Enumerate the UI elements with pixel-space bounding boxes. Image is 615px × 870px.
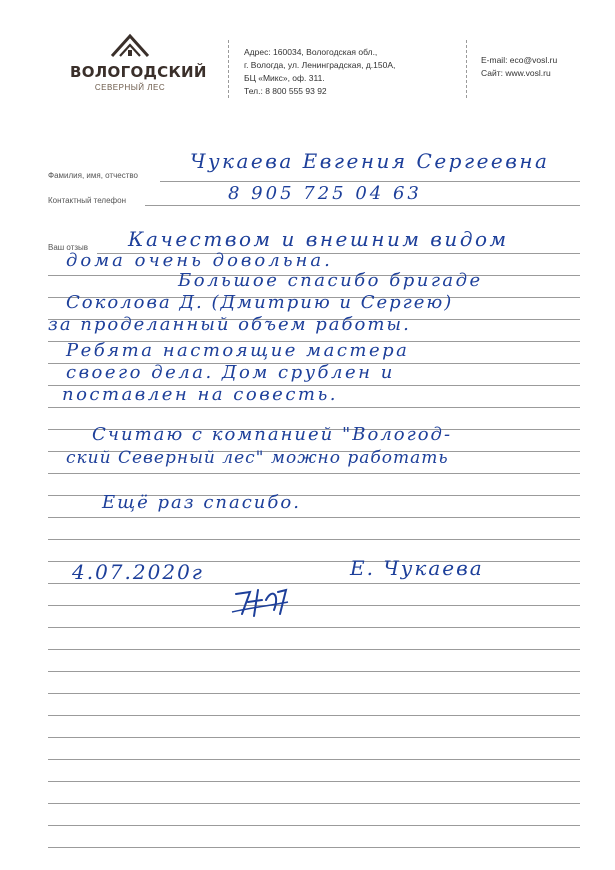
handwritten-review-line: Качеством и внешним видом: [128, 227, 509, 251]
phone-line: [145, 205, 580, 206]
company-logo: [70, 30, 207, 100]
handwritten-review-line: поставлен на совесть.: [62, 384, 339, 405]
brand-subtitle: СЕВЕРНЫЙ ЛЕС: [94, 83, 166, 92]
handwritten-review-line: Ещё раз спасибо.: [102, 492, 301, 513]
review-line: [48, 847, 580, 848]
company-email: E-mail: eco@vosl.ru: [481, 55, 558, 65]
company-address: [244, 46, 454, 98]
company-contacts: [481, 54, 611, 80]
address-line: Адрес: 160034, Вологодская обл.,: [244, 47, 378, 57]
review-line: [48, 715, 580, 716]
name-line: [160, 181, 580, 182]
house-logo-icon: [108, 30, 152, 60]
review-line: [48, 407, 580, 408]
review-line: [48, 759, 580, 760]
review-line: [48, 517, 580, 518]
address-line: БЦ «Микс», оф. 311.: [244, 73, 325, 83]
header-divider: [228, 40, 229, 98]
review-line: [48, 693, 580, 694]
phone-label: Контактный телефон: [48, 196, 126, 205]
review-line: [48, 473, 580, 474]
handwritten-signature-name: Е. Чукаева: [350, 556, 484, 580]
handwritten-review-line: своего дела. Дом срублен и: [66, 362, 395, 383]
handwritten-review-line: ский Северный лес" можно работать: [66, 448, 449, 468]
address-line: Тел.: 8 800 555 93 92: [244, 86, 327, 96]
address-line: г. Вологда, ул. Ленинградская, д.150А,: [244, 60, 396, 70]
review-line: [48, 539, 580, 540]
review-line: [48, 737, 580, 738]
review-line: [48, 627, 580, 628]
handwritten-review-line: за проделанный объем работы.: [48, 314, 411, 335]
review-line: [48, 825, 580, 826]
company-site: Сайт: www.vosl.ru: [481, 68, 551, 78]
review-line: [48, 803, 580, 804]
handwritten-name: Чукаева Евгения Сергеевна: [190, 149, 550, 173]
handwritten-review-line: Большое спасибо бригаде: [178, 270, 483, 291]
header-divider: [466, 40, 467, 98]
handwritten-phone: 8 905 725 04 63: [228, 183, 422, 204]
review-label: Ваш отзыв: [48, 243, 89, 252]
signature-scribble: [228, 580, 298, 620]
brand-name: ВОЛОГОДСКИЙ: [70, 63, 207, 81]
review-line: [48, 671, 580, 672]
handwritten-review-line: Считаю с компанией "Вологод-: [92, 424, 453, 445]
review-line: [48, 605, 580, 606]
handwritten-review-line: Соколова Д. (Дмитрию и Сергею): [66, 292, 454, 313]
review-line: [48, 649, 580, 650]
handwritten-date: 4.07.2020г: [72, 560, 204, 584]
handwritten-review-line: Ребята настоящие мастера: [66, 340, 410, 361]
review-line: [48, 781, 580, 782]
name-label: Фамилия, имя, отчество: [48, 171, 138, 180]
handwritten-review-line: дома очень довольна.: [66, 250, 333, 271]
